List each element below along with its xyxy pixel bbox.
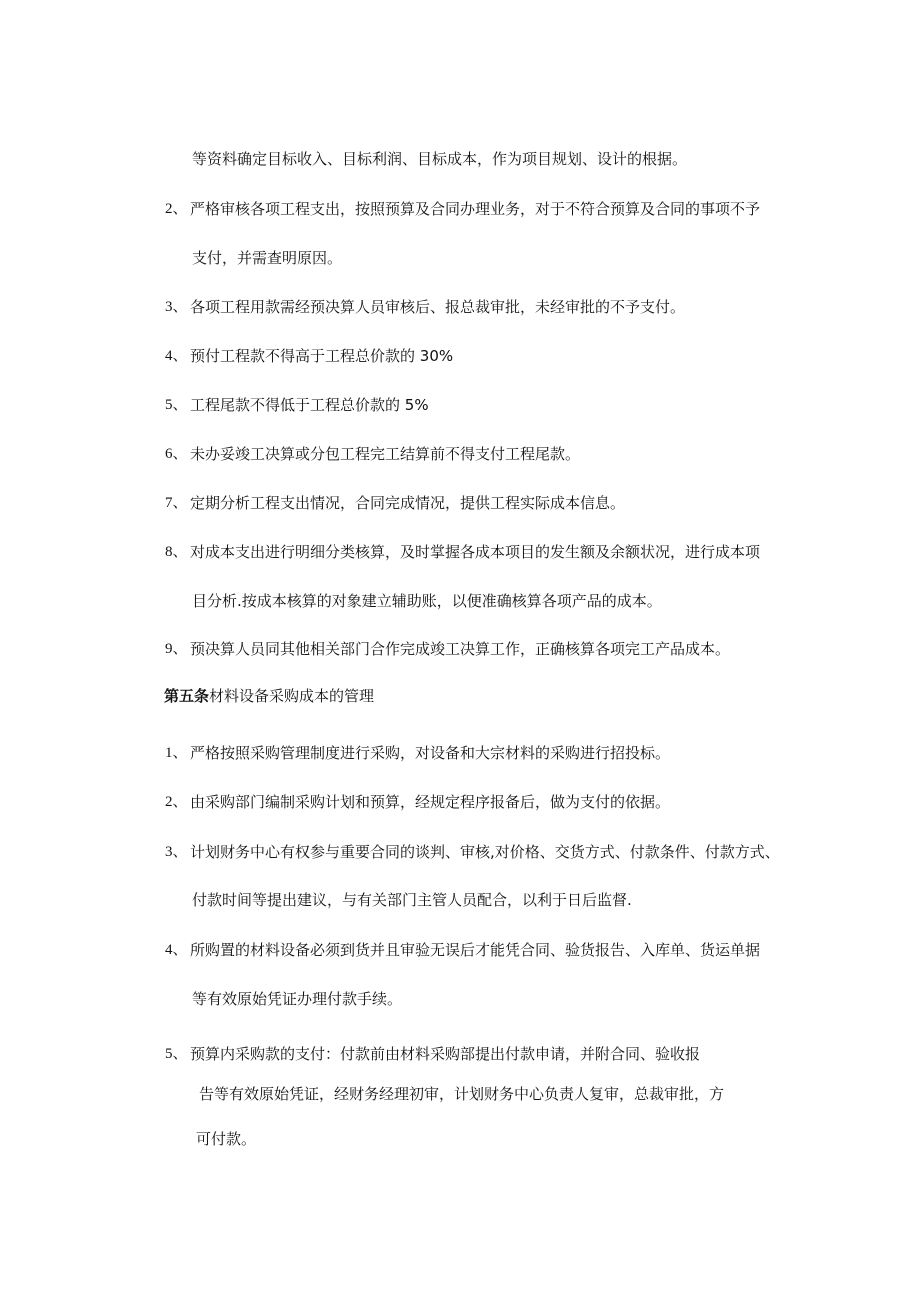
item-text-line: 未办妥竣工决算或分包工程完工结算前不得支付工程尾款。 bbox=[190, 445, 581, 463]
item-text-line: 各项工程用款需经预决算人员审核后、报总裁审批，未经审批的不予支付。 bbox=[190, 298, 686, 316]
item-text-line: 计划财务中心有权参与重要合同的谈判、审核,对价格、交货方式、付款条件、付款方式、 bbox=[190, 843, 780, 861]
item-text-line: 目分析.按成本核算的对象建立辅助账，以便准确核算各项产品的成本。 bbox=[192, 592, 662, 610]
item-text-line: 预算内采购款的支付：付款前由材料采购部提出付款申请，并附合同、验收报 bbox=[190, 1045, 701, 1063]
item-number: 4、 bbox=[165, 942, 188, 958]
section-heading-title: 材料设备采购成本的管理 bbox=[209, 687, 375, 705]
item-text-line: 对成本支出进行明细分类核算，及时掌握各成本项目的发生额及余额状况，进行成本项 bbox=[190, 543, 761, 561]
item-text-line: 告等有效原始凭证，经财务经理初审，计划财务中心负责人复审，总裁审批，方 bbox=[199, 1085, 725, 1103]
item-text-line: 严格审核各项工程支出，按照预算及合同办理业务，对于不符合预算及合同的事项不予 bbox=[190, 200, 761, 218]
item-text-line: 可付款。 bbox=[196, 1130, 257, 1148]
section-heading-label: 第五条 bbox=[164, 687, 210, 705]
item-text-line: 等资料确定目标收入、目标利润、目标成本，作为项目规划、设计的根据。 bbox=[192, 150, 688, 168]
item-number: 1、 bbox=[165, 745, 188, 761]
item-text-line: 付款时间等提出建议，与有关部门主管人员配合，以利于日后监督. bbox=[192, 891, 632, 909]
section-heading bbox=[164, 686, 374, 706]
item-number: 6、 bbox=[165, 446, 188, 462]
item-text-line: 所购置的材料设备必须到货并且审验无误后才能凭合同、验货报告、入库单、货运单据 bbox=[190, 941, 761, 959]
item-number: 2、 bbox=[165, 201, 188, 217]
item-number: 5、 bbox=[165, 1046, 188, 1062]
item-number: 7、 bbox=[165, 495, 188, 511]
item-text-line: 定期分析工程支出情况，合同完成情况，提供工程实际成本信息。 bbox=[190, 494, 626, 512]
item-number: 3、 bbox=[165, 844, 188, 860]
item-text-line: 预付工程款不得高于工程总价款的 30% bbox=[190, 347, 454, 365]
item-text-line: 支付，并需查明原因。 bbox=[192, 249, 343, 267]
item-number: 4、 bbox=[165, 348, 188, 364]
item-text-line: 预决算人员同其他相关部门合作完成竣工决算工作，正确核算各项完工产品成本。 bbox=[190, 640, 731, 658]
item-text-line: 由采购部门编制采购计划和预算，经规定程序报备后，做为支付的依据。 bbox=[190, 793, 671, 811]
item-number: 5、 bbox=[165, 397, 188, 413]
item-number: 9、 bbox=[165, 641, 188, 657]
item-text-line: 等有效原始凭证办理付款手续。 bbox=[192, 990, 403, 1008]
item-number: 3、 bbox=[165, 299, 188, 315]
item-text-line: 严格按照采购管理制度进行采购，对设备和大宗材料的采购进行招投标。 bbox=[190, 744, 671, 762]
item-number: 8、 bbox=[165, 544, 188, 560]
item-text-line: 工程尾款不得低于工程总价款的 5% bbox=[190, 396, 429, 414]
item-number: 2、 bbox=[165, 794, 188, 810]
